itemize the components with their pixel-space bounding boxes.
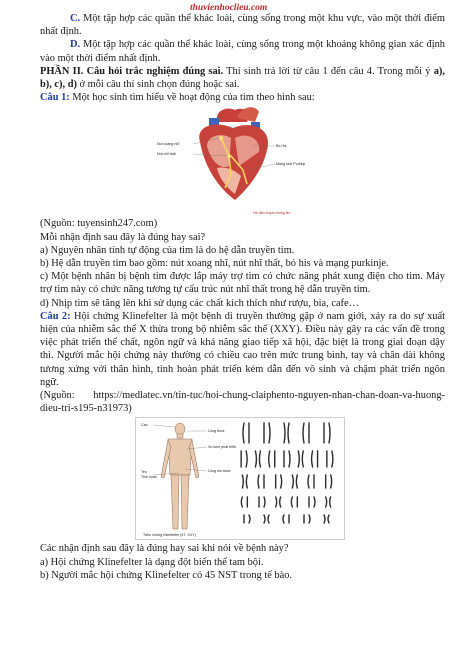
- label-sparse-hair: Lông thưa: [208, 429, 225, 434]
- label-sa-node: Nút xoang nhĩ: [157, 142, 180, 147]
- option-d: D. Một tập hợp các quần thể khác loài, cùng sống trong một khoảng không gian xác định vào một thời điểm nhất định.: [40, 39, 445, 64]
- q1-stem: Câu 1: Một học sinh tìm hiểu về hoạt động của tim theo hình sau:: [40, 92, 315, 104]
- q2-prompt: Các nhận định sau đây là đúng hay sai khi nói về bệnh này?: [40, 543, 289, 555]
- label-tall: Cao: [141, 423, 148, 428]
- klinefelter-illustration: [135, 417, 345, 540]
- q2-statement-b: b) Người mắc hội chứng Klinefelter có 45 NST trong tế bào.: [40, 569, 293, 581]
- option-c: C. Một tập hợp các quần thể khác loài, cùng sống trong một khu vực, vào một thời điểm nhất định.: [40, 13, 445, 38]
- q2-statement-a: a) Hội chứng Klinefelter là dạng đột biến thể tam bội.: [40, 556, 264, 568]
- klinefelter-figure: [135, 417, 345, 540]
- q1-statement-d: d) Nhịp tim sẽ tăng lên khi sử dụng các chất kích thích như rượu, bia, cafe…: [40, 297, 360, 309]
- label-purkinje: Mạng lưới Purkinje: [276, 162, 305, 167]
- label-his-bundle: Bó His: [276, 144, 287, 149]
- document-page: [40, 12, 445, 582]
- heart-illustration: [155, 104, 305, 217]
- heart-caption: Hệ dẫn truyền trong tim: [253, 211, 291, 216]
- q1-prompt: Mỗi nhận định sau đây là đúng hay sai?: [40, 231, 206, 243]
- site-watermark: thuvienhoclieu.com: [190, 3, 268, 13]
- q1-source: (Nguồn: tuyensinh247.com): [40, 218, 158, 230]
- q1-statement-a: a) Nguyên nhân tính tự động của tim là do hệ dẫn truyền tim.: [40, 244, 295, 256]
- label-breast: Vú kém phát triển: [208, 445, 237, 450]
- label-av-node: Nút nhĩ thất: [157, 152, 176, 157]
- q1-statement-b: b) Hệ dẫn truyền tim bao gồm: nút xoang nhĩ, nút nhĩ thất, bó his và mạng purkinje.: [40, 258, 389, 270]
- klinefelter-caption: Triệu chứng Klinefelter (47, XXY): [143, 533, 196, 538]
- label-pubic-hair: Lông mu thưa: [208, 469, 231, 474]
- q2-source: (Nguồn: https://medlatec.vn/tin-tuc/hoi-chung-claiphento-nguyen-nhan-chan-doan-va-huong-dieu-tri-s195-n31973): [40, 390, 445, 415]
- heart-conduction-figure: [155, 104, 305, 217]
- part2-instruction: PHẦN II. Câu hỏi trắc nghiệm đúng sai. Thí sinh trả lời từ câu 1 đến câu 4. Trong mỗi ý a), b), c), d) ở mỗi câu thí sinh chọn đúng hoặc sai.: [40, 65, 445, 91]
- q1-statement-c: c) Một bệnh nhân bị bệnh tim được lắp máy trợ tim có chức năng phát xung điện cho tim. Máy trợ tim này có chức năng tương tự cấu trúc nút nhĩ thất trong hệ dẫn truyền tim.: [40, 271, 445, 296]
- label-testes: Tinh hoàn: [141, 475, 157, 480]
- label-atrophy: Teo: [141, 470, 147, 475]
- q2-stem: Câu 2: Hội chứng Klinefelter là một bệnh di truyền thường gặp ở nam giới, xảy ra do sự xuất hiện của nhiễm sắc thể X thừa trong bộ nhiễm sắc thể (XXY). Điều này gây ra các vấn đề trong việc phát triển thể chất, ngôn ngữ và khả năng giao tiếp xã hội, đặc biệt là trong giai đoạn dậy thì. Người mắc hội chứng này thường có chiều cao trên mức trung bình, tay và chân dài không tương xứng với thân hình, tinh hoàn phát triển kém dẫn đến vô sinh và chậm phát triển ngôn ngữ.: [40, 310, 446, 388]
